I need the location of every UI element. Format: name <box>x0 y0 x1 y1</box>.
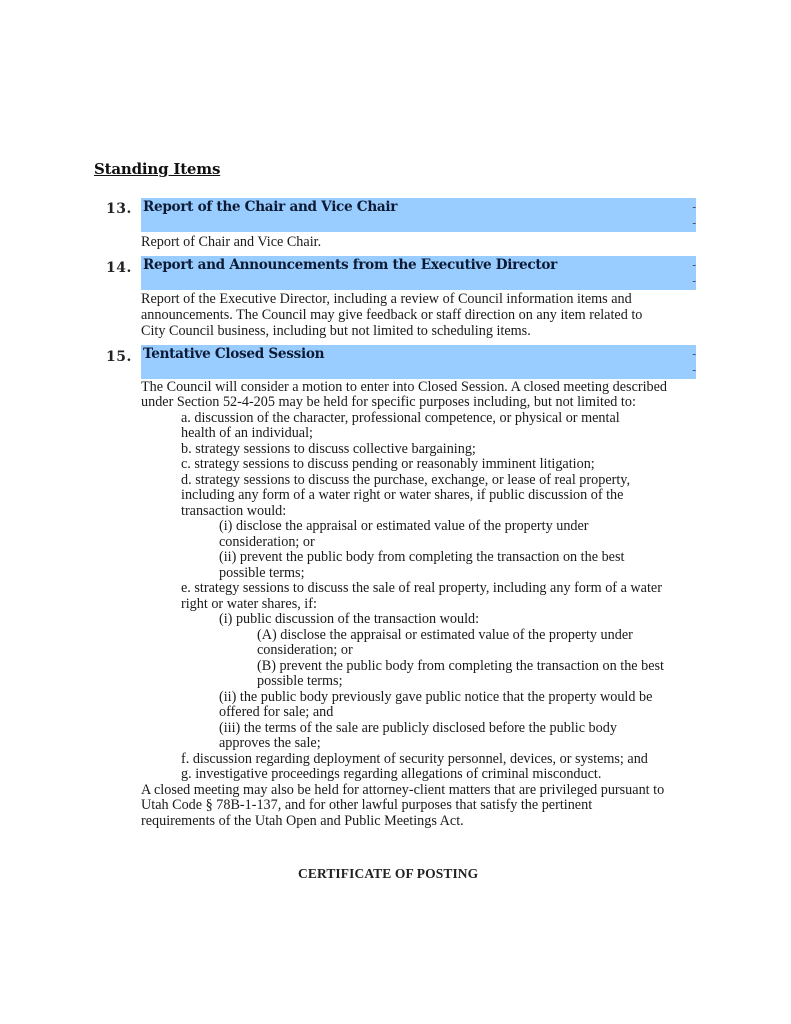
closing-line: A closed meeting may also be held for attorney-client matters that are privileged pursuant to <box>141 782 665 798</box>
item-body-line: City Council business, including but not limited to scheduling items. <box>141 323 531 339</box>
list-item-g: g. investigative proceedings regarding allegations of criminal misconduct. <box>181 766 602 782</box>
sublist-item-e-i-a-cont: consideration; or <box>257 642 353 658</box>
bar-marker: - <box>692 217 696 229</box>
section-title: Standing Items <box>94 160 221 178</box>
sublist-item-d-i: (i) disclose the appraisal or estimated value of the property under <box>219 518 589 534</box>
closing-line: Utah Code § 78B-1-137, and for other lawful purposes that satisfy the pertinent <box>141 797 593 813</box>
sublist-item-e-i: (i) public discussion of the transaction would: <box>219 611 480 627</box>
sublist-item-e-iii: (iii) the terms of the sale are publicly disclosed before the public body <box>219 720 617 736</box>
item-body-line: under Section 52-4-205 may be held for specific purposes including, but not limited to: <box>141 394 636 410</box>
sublist-item-e-i-b-cont: possible terms; <box>257 673 343 689</box>
list-item-d: d. strategy sessions to discuss the purchase, exchange, or lease of real property, <box>181 472 630 488</box>
bar-marker: - <box>692 259 696 271</box>
item-body-line: announcements. The Council may give feedback or staff direction on any item related to <box>141 307 643 323</box>
sublist-item-d-ii: (ii) prevent the public body from completing the transaction on the best <box>219 549 625 565</box>
item-body-line: The Council will consider a motion to enter into Closed Session. A closed meeting described <box>141 379 668 395</box>
item-header-bar <box>141 198 696 232</box>
sublist-item-e-ii-cont: offered for sale; and <box>219 704 334 720</box>
bar-marker: - <box>692 348 696 360</box>
bar-marker: - <box>692 201 696 213</box>
sublist-item-e-iii-cont: approves the sale; <box>219 735 321 751</box>
bar-marker: - <box>692 364 696 376</box>
sublist-item-e-i-a: (A) disclose the appraisal or estimated value of the property under <box>257 627 633 643</box>
sublist-item-e-ii: (ii) the public body previously gave public notice that the property would be <box>219 689 653 705</box>
item-number: 13. <box>106 201 132 217</box>
sublist-item-d-ii-cont: possible terms; <box>219 565 305 581</box>
list-item-e-cont: right or water shares, if: <box>181 596 317 612</box>
item-header-bar <box>141 345 696 379</box>
list-item-f: f. discussion regarding deployment of security personnel, devices, or systems; and <box>181 751 648 767</box>
item-number: 14. <box>106 260 132 276</box>
list-item-d-cont: including any form of a water right or water shares, if public discussion of the <box>181 487 624 503</box>
item-title: Report of the Chair and Vice Chair <box>143 199 398 215</box>
closing-line: requirements of the Utah Open and Public Meetings Act. <box>141 813 464 829</box>
certificate-heading: CERTIFICATE OF POSTING <box>298 866 479 881</box>
item-title: Tentative Closed Session <box>143 346 325 362</box>
sublist-item-e-i-b: (B) prevent the public body from completing the transaction on the best <box>257 658 664 674</box>
item-header-bar <box>141 256 696 290</box>
item-body-line: Report of the Executive Director, including a review of Council information items and <box>141 291 632 307</box>
sublist-item-d-i-cont: consideration; or <box>219 534 315 550</box>
item-body-line: Report of Chair and Vice Chair. <box>141 234 322 250</box>
list-item-e: e. strategy sessions to discuss the sale of real property, including any form of a water <box>181 580 662 596</box>
bar-marker: - <box>692 275 696 287</box>
list-item-b: b. strategy sessions to discuss collective bargaining; <box>181 441 476 457</box>
list-item-a-cont: health of an individual; <box>181 425 313 441</box>
item-number: 15. <box>106 349 132 365</box>
list-item-d-cont: transaction would: <box>181 503 287 519</box>
list-item-c: c. strategy sessions to discuss pending or reasonably imminent litigation; <box>181 456 595 472</box>
item-title: Report and Announcements from the Executive Director <box>143 257 557 273</box>
list-item-a: a. discussion of the character, professional competence, or physical or mental <box>181 410 620 426</box>
